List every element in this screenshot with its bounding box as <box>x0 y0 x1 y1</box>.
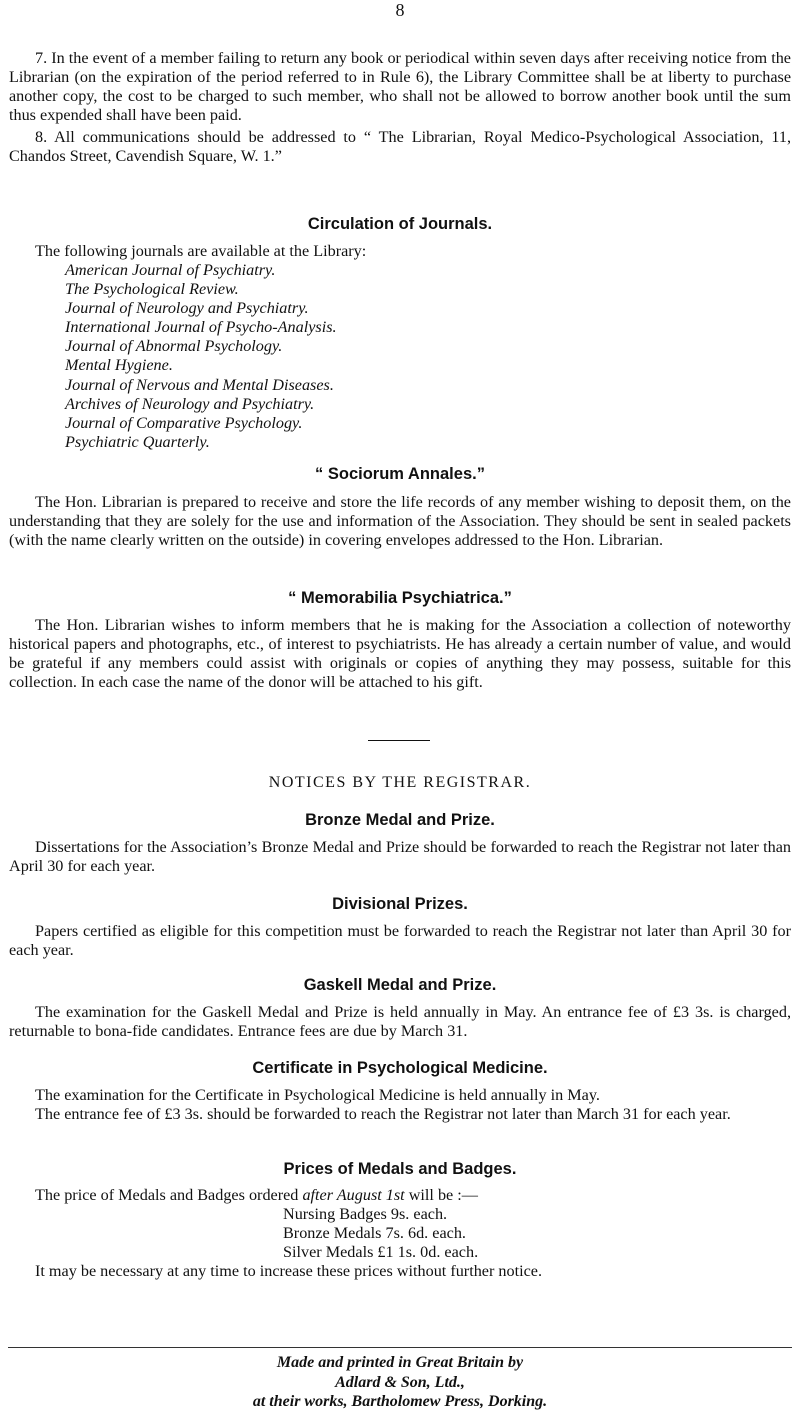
journal-item: Psychiatric Quarterly. <box>65 432 210 451</box>
rule-7-paragraph: 7. In the event of a member failing to return any book or periodical within seven days after receiving notice from the Librarian (on the expiration of the period referred to in Rule 6), the Library Committee shall be at liberty to purchase another copy, the cost to be charged to such member, who shall not be allowed to borrow another book until the sum thus expended shall have been paid. <box>9 49 791 124</box>
prices-note: It may be necessary at any time to increase these prices without further notice. <box>35 1262 543 1280</box>
circulation-intro: The following journals are available at the Library: <box>35 242 367 260</box>
journal-item: The Psychological Review. <box>65 280 239 299</box>
bronze-medal-body: Dissertations for the Association’s Bronze Medal and Prize should be forwarded to reach the Registrar not later than April 30 for each year. <box>9 838 791 875</box>
bronze-medal-heading: Bronze Medal and Prize. <box>305 811 495 829</box>
journal-item: Journal of Nervous and Mental Diseases. <box>65 375 334 394</box>
price-item: Bronze Medals 7s. 6d. each. <box>283 1224 466 1242</box>
journal-item: Mental Hygiene. <box>65 356 173 375</box>
divisional-prizes-section <box>9 922 791 960</box>
page-number: 8 <box>395 0 405 20</box>
section-divider <box>368 740 430 741</box>
bronze-medal-section <box>9 838 791 876</box>
printer-imprint <box>0 1353 800 1412</box>
circulation-section <box>9 242 791 452</box>
gaskell-medal-section <box>9 1003 791 1041</box>
sociorum-heading: “ Sociorum Annales.” <box>315 465 485 483</box>
certificate-body-1: The examination for the Certificate in Psychological Medicine is held annually in May. <box>35 1086 600 1104</box>
journal-list <box>9 261 791 452</box>
journal-item: Journal of Abnormal Psychology. <box>65 337 283 356</box>
divisional-prizes-body: Papers certified as eligible for this competition must be forwarded to reach the Registrar not later than April 30 for each year. <box>9 922 791 959</box>
journal-item: American Journal of Psychiatry. <box>65 261 276 279</box>
prices-intro: The price of Medals and Badges ordered after August 1st will be :— <box>35 1186 478 1204</box>
imprint-line-2: Adlard & Son, Ltd., <box>335 1373 465 1391</box>
imprint-line-1: Made and printed in Great Britain by <box>276 1354 524 1371</box>
gaskell-medal-heading: Gaskell Medal and Prize. <box>303 976 497 994</box>
circulation-heading: Circulation of Journals. <box>307 215 493 233</box>
price-item: Silver Medals £1 1s. 0d. each. <box>283 1243 479 1261</box>
journal-item: Journal of Comparative Psychology. <box>65 413 303 432</box>
rule-8-paragraph: 8. All communications should be addressed to “ The Librarian, Royal Medico-Psychological Association, 11, Chandos Street, Cavendish Square, W. 1.” <box>9 128 791 165</box>
footer-divider <box>8 1347 792 1348</box>
prices-intro-date: after August 1st <box>302 1186 405 1204</box>
registrar-notices-title: NOTICES BY THE REGISTRAR. <box>268 774 532 791</box>
sociorum-section <box>9 493 791 550</box>
divisional-prizes-heading: Divisional Prizes. <box>332 895 468 913</box>
gaskell-medal-body: The examination for the Gaskell Medal and Prize is held annually in May. An entrance fee of £3 3s. is charged, returnable to bona-fide candidates. Entrance fees are due by March 31. <box>9 1003 791 1040</box>
prices-section <box>9 1186 791 1281</box>
journal-item: Archives of Neurology and Psychiatry. <box>65 394 315 413</box>
journal-item: International Journal of Psycho-Analysis. <box>65 318 337 337</box>
sociorum-body: The Hon. Librarian is prepared to receive and store the life records of any member wishing to deposit them, on the understanding that they are solely for the use and information of the Association. They should be sent in sealed packets (with the name clearly written on the outside) in covering envelopes addressed to the Hon. Librarian. <box>9 493 791 549</box>
certificate-body-2: The entrance fee of £3 3s. should be forwarded to reach the Registrar not later than March 31 for each year. <box>35 1105 731 1123</box>
price-list <box>9 1205 791 1262</box>
imprint-line-3: at their works, Bartholomew Press, Dorking. <box>252 1393 548 1410</box>
prices-heading: Prices of Medals and Badges. <box>283 1160 517 1178</box>
memorabilia-section <box>9 616 791 692</box>
certificate-section <box>9 1086 791 1124</box>
certificate-heading: Certificate in Psychological Medicine. <box>252 1059 548 1077</box>
library-rules <box>9 49 791 166</box>
price-item: Nursing Badges 9s. each. <box>283 1205 448 1223</box>
memorabilia-heading: “ Memorabilia Psychiatrica.” <box>288 589 512 607</box>
journal-item: Journal of Neurology and Psychiatry. <box>65 299 309 318</box>
memorabilia-body: The Hon. Librarian wishes to inform members that he is making for the Association a collection of noteworthy historical papers and photographs, etc., of interest to psychiatrists. He has already a certain number of value, and would be grateful if any members could assist with originals or copies of anything they may possess, suitable for this collection. In each case the name of the donor will be attached to his gift. <box>9 616 791 691</box>
